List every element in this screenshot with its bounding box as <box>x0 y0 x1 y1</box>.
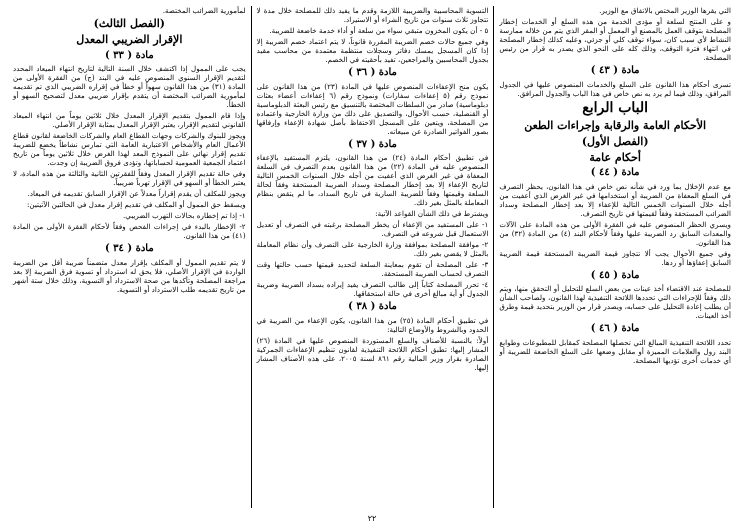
paragraph: ٣- على المصلحة أن تقوم بمعاينة السلعة لتحديد قيمتها حسب حالتها وقت التصرف لحساب الضريبة المستحقة. <box>256 260 489 278</box>
paragraph: وإذا قام الممول بتقديم الإقرار المعدل خلال ثلاثين يوماً من انتهاء الميعاد القانوني لتقديم الإقرار، يعتبر الإقرار المعدل بمثابة الإقرار الأصلي. <box>13 111 246 129</box>
paragraph: ٢- موافقة المصلحة بموافقة وزارة الخارجية على التصرف وأن نظام المعاملة بالمثل لا يقضي بغير ذلك. <box>256 240 489 258</box>
column-left <box>8 6 251 508</box>
paragraph: في تطبيق أحكام المادة (٢٥) من هذا القانون، يكون الإعفاء من الضريبة في الحدود وبالشروط والأوضاع التالية: <box>256 315 489 334</box>
paragraph: ويجوز للبنوك والشركات وجهات القطاع العام والشركات الخاضعة لقانون قطاع الأعمال العام والأشخاص الاعتبارية العامة التي تمارس نشاطاً يخضع للضريبة تقديم إقرار نهائي على النموذج المعد لهذا الغرض خلال ثلاثين يوماً من تاريخ اعتماد الجمعية العمومية لحساباتها، وتؤدى فروق الضريبة إن وجدت. <box>13 131 246 167</box>
paragraph: لمأمورية الضرائب المختصة. <box>162 6 246 15</box>
column-right <box>493 6 736 508</box>
article-heading: مادة ( ٣٣ ) <box>104 49 154 61</box>
section-title: الأحكام العامة والرقابة وإجراءات الطعن <box>524 119 707 132</box>
article-heading: مادة ( ٤٦ ) <box>590 323 640 335</box>
paragraph: تسرى أحكام هذا القانون على السلع والخدمات المنصوص عليها في الجدول المرافق، وذلك فيما لم يرد به نص خاص في هذا الباب والجدول المرافق. <box>499 79 731 98</box>
paragraph: ١- إذا تم إخطاره بحالات التهرب الضريبي. <box>122 211 246 220</box>
paragraph: وفي جميع حالات خصم الضريبة المقررة قانوناً، لا يتم اعتماد خصم الضريبة إلا إذا كان المسجل يمسك دفاتر وسجلات منتظمة معتمدة من محاسب مقيد بجدول المحاسبين والمراجعين، تفيد بأحقيته في الخصم. <box>256 37 489 64</box>
paragraph: ٢- الإخطار بالبدء في إجراءات الفحص وفقاً لأحكام الفقرة الأولى من المادة (٤١) من هذا القانون. <box>13 222 246 240</box>
paragraph: في تطبيق أحكام المادة (٢٤) من هذا القانون، يلتزم المستفيد بالإعفاء المنصوص عليه في المادة (٢٢) من هذا القانون بعدم التصرف في السلعة المعفاة في غير الغرض الذي أعفيت من أجله خلال السنوات الخمس التالية لتاريخ الإعفاء إلا بعد إخطار المصلحة وسداد الضريبة المستحقة وفقاً لحالة السلعة وقيمتها وفقاً للضريبة السارية في تاريخ السداد، ما لم يتقض بنظام المعاملة بالمثل بغير ذلك. <box>256 153 489 207</box>
paragraph: أولاً: بالنسبة للأصناف والسلع المستوردة المنصوص عليها في المادة (٢٦) المشار إليها: تطبق أحكام اللائحة التنفيذية لقانون تنظيم الإعفاءات الجمركية الصادرة بقرار وزير المالية رقم ٨٦١ لسنة ٢٠٠٥، على هذه الأصناف المشار إليها. <box>256 335 489 372</box>
paragraph: ويشترط في ذلك الشأن القواعد الآتية: <box>375 209 489 218</box>
paragraph: يكون منح الإعفاءات المنصوص عليها في المادة (٢٣) من هذا القانون على نموذج رقم (٥ إعفاءات سفارات) ونموذج رقم (٦ إعفاءات أعضاء بعثات دبلوماسية) صادر من السلطات المختصة بالتنسيق مع رئيس البعثة الدبلوماسية أو القنصلية، حسب الأحوال، والتصديق على ذلك من وزارة الخارجية واعتماده من المصلحة، ويتعين على المسجل الاحتفاظ بأصل شهادة الإعفاء وإرفاقها بصور الفواتير الصادرة عن مبيعاته. <box>256 81 489 136</box>
column-middle <box>251 6 494 508</box>
paragraph: التي يقرها الوزير المختص بالاتفاق مع الوزير. <box>599 6 731 15</box>
paragraph: وفي حالة تقديم الإقرار المعدل وفقاً للفقرتين الثانية والثالثة من هذه المادة، لا يعتبر الخطأ أو السهو في الإقرار تهرباً ضريبياً. <box>13 169 246 187</box>
chapter-heading: (الفصل الأول) <box>581 134 649 148</box>
chapter-title: أحكام عامة <box>589 150 641 164</box>
paragraph: وفي جميع الأحوال يجب ألا تتجاوز قيمة الضريبة المستحقة قيمة الضريبة السابق إعفاؤها أو ردها. <box>499 248 731 267</box>
article-heading: مادة ( ٤٣ ) <box>590 65 640 76</box>
chapter-title: الإقرار الضريبي المعدل <box>76 32 183 46</box>
article-heading: مادة ( ٣٤ ) <box>104 243 154 254</box>
paragraph: للمصلحة عند الاقتضاء أخذ عينات من بعض السلع للتحليل أو التحقق منها، ويتم ذلك وفقاً للإجراءات التي تحددها اللائحة التنفيذية لهذا القانون، ولصاحب الشأن أن يطلب إعادة التحليل على حسابه، ويصدر قرار من الوزير بتحديد قيمة وطرق أخذ العينات. <box>499 284 731 321</box>
article-heading: مادة ( ٣٨ ) <box>348 301 397 312</box>
article-heading: مادة ( ٣٦ ) <box>348 67 397 78</box>
article-heading: مادة ( ٤٥ ) <box>590 269 640 281</box>
paragraph: ٤- تحرر المصلحة كتاباً إلى طالب التصرف يفيد إيراده بسداد الضريبة وضريبة الجدول أو أية مبالغ أخرى في حالة استحقاقها. <box>256 280 489 298</box>
paragraph: ويسري الحظر المنصوص عليه في الفقرة الأولى من هذه المادة على الآلات والمعدات السابق رد الضريبة عليها وفقاً لأحكام البند (٤) من المادة (٣٢) من هذا القانون. <box>499 219 731 247</box>
section-heading: الباب الرابع <box>582 99 649 116</box>
paragraph: ويجوز للمكلف أن يقدم إقراراً معدلاً عن الإقرار السابق تقديمه في الميعاد. <box>27 189 246 198</box>
paragraph: ١- على المستفيد من الإعفاء أن يخطر المصلحة برغبته في التصرف أو تعديل الاستعمال قبل شروعه في التصرف. <box>256 220 489 238</box>
paragraph: تحدد اللائحة التنفيذية المبالغ التي تحصلها المصلحة كمقابل للمطبوعات وطوابع البند رول والعلامات المميزة أو مقابل وضعها على السلع الخاضعة للضريبة أو أي خدمات أخرى تؤديها المصلحة. <box>499 337 731 365</box>
page-number: ٢٢ <box>367 514 377 523</box>
paragraph: لا يتم تقديم الممول أو المكلف بإقرار معدل متضمناً ضريبة أقل من الضريبة الواردة في الإقرار الأصلي، فلا يحق له استرداد أو تسوية فرق الضريبة إلا بعد مراجعة المصلحة وتأكدها من صحة الاسترداد أو التسوية، وذلك خلال ستة أشهر من تاريخ تقديمه طلب الاسترداد أو التسوية. <box>13 257 246 294</box>
article-heading: مادة ( ٤٤ ) <box>590 167 640 179</box>
chapter-heading: (الفصل الثالث) <box>93 17 165 30</box>
paragraph: و على المنتج لسلعة أو مؤدى الخدمة من هذه السلع أو الخدمات إخطار المصلحة بتوقف العمل بالمصنع أو المعمل أو المقر الذي يتم من خلاله ممارسة النشاط لأي سبب كان، سواء توقف كلي أو جزئي، وعليه كذلك إخطار المصلحة في انتهاء فترة التوقف، وذلك كله على النحو الذي يصدر به قرار من رئيس المصلحة. <box>499 17 731 62</box>
article-heading: مادة ( ٣٧ ) <box>348 138 397 150</box>
paragraph: ٥ - أن يكون المخزون متبقي سواء من سلعة أو أداء خدمة خاضعة للضريبة. <box>269 26 489 35</box>
paragraph: مع عدم الإخلال بما ورد في شأنه نص خاص في هذا القانون، يحظر التصرف في السلع المعفاة من الضريبة أو استخدامها في غير الغرض الذي أعفيت من أجله خلال السنوات الخمس التالية للإعفاء إلا بعد إخطار المصلحة وسداد الضرائب المستحقة وفقاً لقيمتها في تاريخ التصرف. <box>499 181 731 218</box>
paragraph: يجب على الممول إذا اكتشف خلال السنة التالية لتاريخ انتهاء الميعاد المحدد لتقديم الإقرار السنوي المنصوص عليه في البند (ج) من الفقرة الأولى من المادة (٣١) من هذا القانون سهواً أو خطأ في إقراره الضريبي الذي تم تقديمه لمأمورية الضرائب المختصة أن يتقدم بإقرار ضريبي معدل لتصحيح السهو أو الخطأ. <box>13 64 246 109</box>
paragraph: ويسقط حق الممول أو المكلف في تقديم إقرار معدل في الحالتين الآتيتين: <box>26 200 246 209</box>
paragraph: التسوية المحاسبية والضريبية اللازمة وقدم ما يفيد ذلك للمصلحة خلال مدة لا تتجاوز ثلاث سنوات من تاريخ الشراء أو الاستيراد. <box>256 6 489 24</box>
